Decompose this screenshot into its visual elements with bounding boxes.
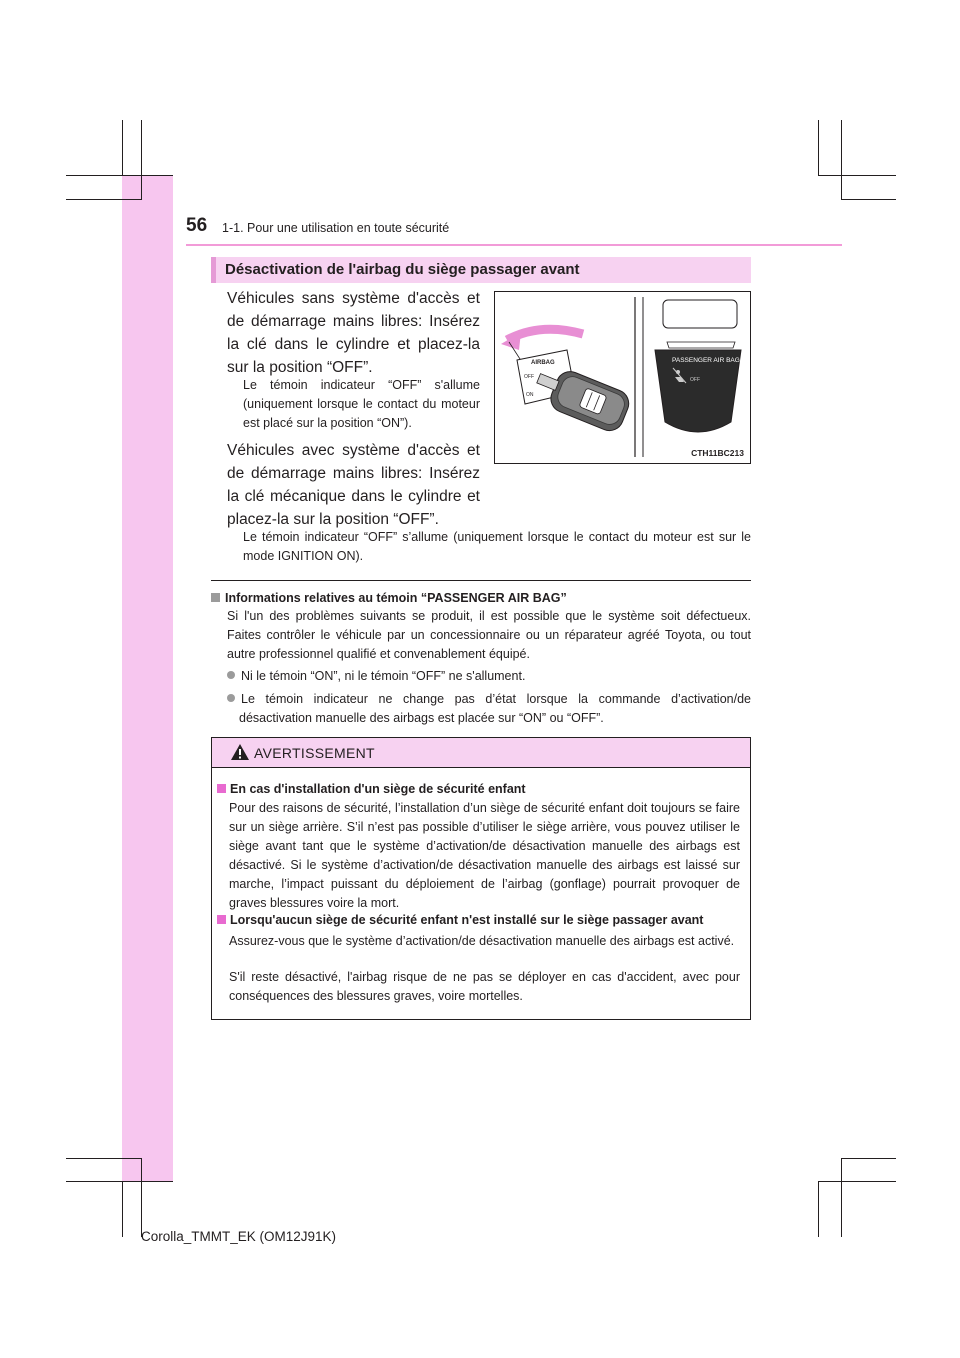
square-bullet-icon	[217, 915, 226, 924]
info-heading-row	[211, 589, 751, 608]
warning-header	[212, 738, 750, 768]
key-switch-illustration	[495, 292, 750, 463]
footer-doc-id: Corolla_TMMT_EK (OM12J91K)	[141, 1229, 337, 1244]
section-divider	[211, 580, 751, 581]
header-rule	[186, 244, 842, 246]
info-bullet-1	[227, 667, 751, 686]
circle-bullet-icon	[227, 671, 235, 679]
square-bullet-icon	[211, 593, 220, 602]
intro-note-2: Le témoin indicateur “OFF” s’allume (uniquement lorsque le contact du moteur est sur le mode IGNITION ON).	[243, 530, 751, 563]
warning-item-1-heading: En cas d'installation d'un siège de sécurité enfant	[230, 782, 526, 796]
warning-triangle-icon	[230, 743, 250, 761]
section-title: Désactivation de l'airbag du siège passager avant	[225, 261, 580, 278]
info-bullet-2	[227, 690, 751, 728]
square-bullet-icon	[217, 784, 226, 793]
warning-label: AVERTISSEMENT	[254, 745, 375, 761]
intro-paragraph-2: Véhicules avec système d'accès et de démarrage mains libres: Insérez la clé mécanique dans le cylindre et placez-la sur la position “OFF”.	[227, 442, 480, 528]
info-heading: Informations relatives au témoin “PASSENGER AIR BAG”	[225, 591, 567, 605]
intro-paragraph-1: Véhicules sans système d'accès et de démarrage mains libres: Insérez la clé dans le cylindre et placez-la sur la position “OFF”.	[227, 290, 480, 376]
warning-item-1-heading-row	[217, 780, 747, 799]
airbag-switch-figure	[494, 291, 751, 464]
warning-item-2-heading: Lorsqu'aucun siège de sécurité enfant n'est installé sur le siège passager avant	[230, 913, 704, 927]
warning-item-1-body: Pour des raisons de sécurité, l’installation d’un siège de sécurité enfant doit toujours se faire sur un siège arrière. S’il n’est pas possible d’utiliser le siège arrière, vous pouvez utiliser le siège avant tant que le système d’activation/de désactivation manuelle des airbags est désactivé. Si le système d’activation/de désactivation manuelle des airbags est laissé sur marche, l’impact puissant du déploiement de l’airbag (gonflage) pourrait provoquer de graves blessures voire la mort.	[229, 801, 740, 910]
info-bullet-text: Le témoin indicateur ne change pas d’état lorsque la commande d’activation/de désactivation manuelle des airbags est placée sur “ON” ou “OFF”.	[239, 692, 751, 725]
panel-off-label: OFF	[690, 377, 700, 383]
intro-note-1: Le témoin indicateur “OFF” s'allume (uniquement lorsque le contact du moteur est placé sur la position “ON”).	[243, 378, 480, 430]
warning-box	[211, 737, 751, 1020]
circle-bullet-icon	[227, 694, 235, 702]
info-bullet-text: Ni le témoin “ON”, ni le témoin “OFF” ne s'allument.	[241, 669, 526, 683]
figure-code: CTH11BC213	[691, 448, 744, 458]
page-side-tab	[122, 175, 173, 1181]
chapter-title: 1-1. Pour une utilisation en toute sécurité	[222, 221, 450, 235]
warning-item-2-body-1: Assurez-vous que le système d’activation/de désactivation manuelle des airbags est activé.	[229, 934, 735, 948]
section-title-bar	[211, 257, 751, 283]
info-body: Si l'un des problèmes suivants se produit, il est possible que le système soit défectueux. Faites contrôler le véhicule par un concessionnaire ou un réparateur agréé Toyota, ou tout autre professionnel qualifié et convenablement équipé.	[227, 609, 751, 661]
switch-title: AIRBAG	[531, 360, 555, 366]
section-accent	[211, 257, 216, 283]
warning-item-2-heading-row	[217, 911, 747, 930]
switch-off-label: OFF	[524, 374, 534, 380]
page-number: 56	[186, 215, 208, 236]
panel-label: PASSENGER AIR BAG	[672, 357, 740, 364]
switch-on-label: ON	[526, 392, 534, 398]
warning-item-2-body-2: S'il reste désactivé, l'airbag risque de ne pas se déployer en cas d'accident, avec pour conséquences des blessures graves, voire mortelles.	[229, 970, 740, 1003]
